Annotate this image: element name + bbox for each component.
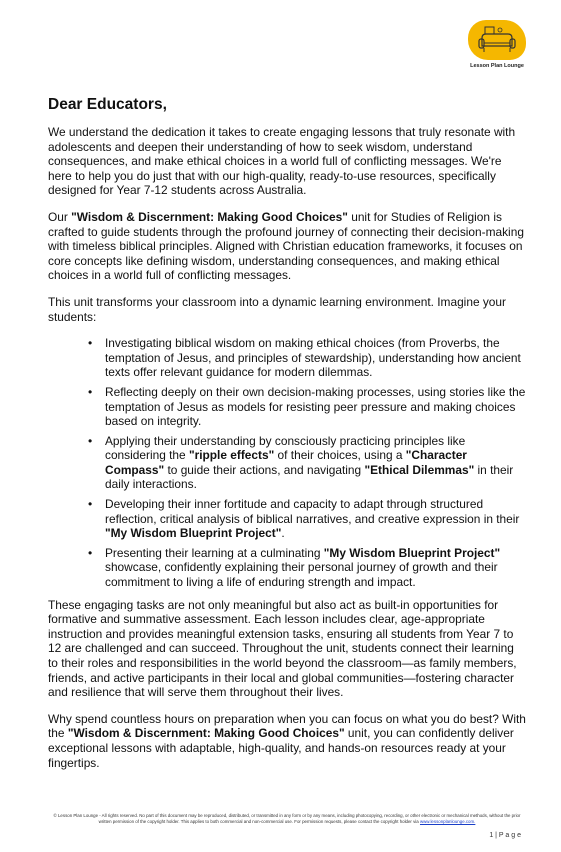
- letter-body: [48, 96, 526, 782]
- text-span: to guide their actions, and navigating: [164, 462, 365, 477]
- text-span: Applying their understanding by consciously practicing principles like considering the: [105, 433, 466, 463]
- text-span: unit, you can confidently deliver exceptional lessons with adaptable, high-quality, and hands-on resources ready at your fingertips.: [48, 726, 514, 770]
- page-number-value: 1: [489, 832, 494, 839]
- bold-term: "Character Compass": [105, 448, 467, 477]
- sofa-icon: [476, 24, 518, 56]
- website-link[interactable]: www.lessonplanlounge.com.: [419, 818, 476, 824]
- brand-name: Lesson Plan Lounge: [470, 63, 524, 69]
- copyright-footer: [48, 813, 526, 824]
- brand-logo: [458, 18, 536, 80]
- unit-title: "Wisdom & Discernment: Making Good Choices": [71, 209, 348, 224]
- text-span: .: [281, 526, 285, 541]
- greeting-heading: Dear Educators,: [48, 96, 167, 113]
- list-item: • Reflecting deeply on their own decision-making processes, using stories like the temptation of Jesus as models for resisting peer pressure and making choices based on integrity.: [105, 385, 526, 429]
- text-span: of their choices, using a: [274, 448, 406, 463]
- assessment-paragraph: These engaging tasks are not only meaningful but also act as built-in opportunities for formative and summative assessment. Each lesson includes clear, age-appropriate instruction and provides meaningful extension tasks, ensuring all students from Year 7 to 12 are challenged and can succeed. Throughout the unit, students connect their learning to their roles and responsibilities in the world beyond the classroom—as family members, friends, and active participants in their local and global communities—fostering character and resilience that will serve them throughout their lives.: [48, 597, 517, 700]
- text-span: Presenting their learning at a culminating: [105, 545, 324, 560]
- closing-paragraph: [48, 712, 526, 770]
- text-span: unit for Studies of Religion is crafted to guide students through the profound journey of connecting their decision-making with timeless biblical principles. Aligned with Christian education frameworks, it focuses on core concepts like defining wisdom, understanding consequences, and making ethical choices in a world full of conflicting messages.: [48, 209, 524, 283]
- text-span: showcase, confidently explaining their personal journey of growth and their commitment to living a life of enduring strength and impact.: [105, 560, 498, 590]
- bold-term: "My Wisdom Blueprint Project": [323, 545, 501, 560]
- list-item: [105, 434, 526, 492]
- intro-paragraph: We understand the dedication it takes to create engaging lessons that truly resonate with adolescents and deepen their understanding of how to seek wisdom, understand consequences, and make ethical choices in a world full of conflicting messages. We're here to help you do just that with our high-quality, ready-to-use resources, specifically designed for Year 7-12 students across Australia.: [48, 125, 516, 198]
- list-item: [105, 497, 526, 541]
- list-item: • Investigating biblical wisdom on making ethical choices (from Proverbs, the temptation of Jesus, and principles of stewardship), understanding how ancient texts offer relevant guidance for modern dilemmas.: [105, 336, 526, 380]
- page-number: [489, 832, 521, 839]
- bold-term: "ripple effects": [188, 448, 275, 463]
- text-span: Why spend countless hours on preparation when you can focus on what you do best? With the: [48, 711, 526, 741]
- copyright-text: © Lesson Plan Lounge - All rights reserved. No part of this document may be reproduced, distributed, or transmitted in any form or by any means, including photocopying, recording, or other electronic or mechanical methods, without the prior written permission of the copyright holder. This applies to both commercial and non-commercial use. For permission requests, please contact the copyright holder via: [53, 813, 521, 824]
- bold-term: "My Wisdom Blueprint Project": [105, 526, 282, 541]
- list-item: [105, 546, 526, 590]
- transform-paragraph: This unit transforms your classroom into a dynamic learning environment. Imagine your students:: [48, 294, 506, 324]
- bold-term: "Ethical Dilemmas": [364, 462, 475, 477]
- student-activities-list: [48, 336, 526, 590]
- text-span: Developing their inner fortitude and capacity to adapt through structured reflection, critical analysis of biblical narratives, and creative expression in their: [105, 497, 520, 526]
- unit-paragraph: [48, 210, 526, 283]
- text-span: in their daily interactions.: [105, 462, 514, 492]
- text-span: Our: [48, 209, 72, 224]
- page-label: | P a g e: [495, 832, 521, 839]
- unit-title: "Wisdom & Discernment: Making Good Choices": [67, 726, 345, 741]
